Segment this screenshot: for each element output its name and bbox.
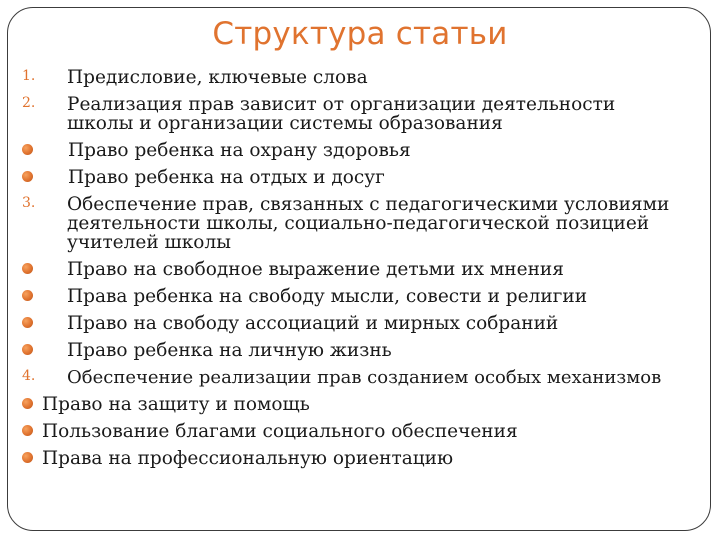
list-item [22,164,702,191]
list-item [22,64,702,91]
list-item [22,256,702,283]
list-item-text: Право ребенка на отдых и досуг [68,167,385,188]
bullet-icon [22,452,33,463]
list-item-text: Обеспечение прав, связанных с педагогическими условиями деятельности школы, социально-педагогической позицией учителей школы [67,194,670,253]
list-number: 1. [22,68,36,84]
bullet-icon [22,171,33,182]
list-item [22,445,702,472]
list-item-text: Права ребенка на свободу мысли, совести и религии [67,286,588,307]
bullet-icon [22,425,33,436]
list-number: 4. [22,368,36,384]
list-item [22,191,702,256]
bullet-icon [22,317,33,328]
bullet-icon [22,144,33,155]
bullet-icon [22,344,33,355]
article-structure-list [22,64,702,472]
list-item-text: Право ребенка на охрану здоровья [68,140,411,161]
list-item [22,283,702,310]
list-item [22,137,702,164]
list-item-text: Право ребенка на личную жизнь [67,340,392,361]
list-item-text: Право на свободное выражение детьми их мнения [67,259,564,280]
list-item-text: Право на свободу ассоциаций и мирных собраний [67,313,559,334]
list-item [22,418,702,445]
list-item-text: Обеспечение реализации прав созданием особых механизмов [67,367,662,388]
bullet-icon [22,263,33,274]
list-number: 3. [22,195,36,211]
slide-title: Структура статьи [212,16,508,52]
list-item-text: Право на защиту и помощь [42,394,310,415]
list-item-text: Предисловие, ключевые слова [67,67,368,88]
list-item [22,310,702,337]
list-item [22,391,702,418]
list-number: 2. [22,95,36,111]
list-item [22,364,702,391]
list-item [22,337,702,364]
list-item-text: Права на профессиональную ориентацию [42,448,454,469]
list-item-text: Пользование благами социального обеспечения [42,421,518,442]
bullet-icon [22,398,33,409]
bullet-icon [22,290,33,301]
list-item-text: Реализация прав зависит от организации деятельности школы и организации системы образования [67,94,616,134]
list-item [22,91,702,137]
